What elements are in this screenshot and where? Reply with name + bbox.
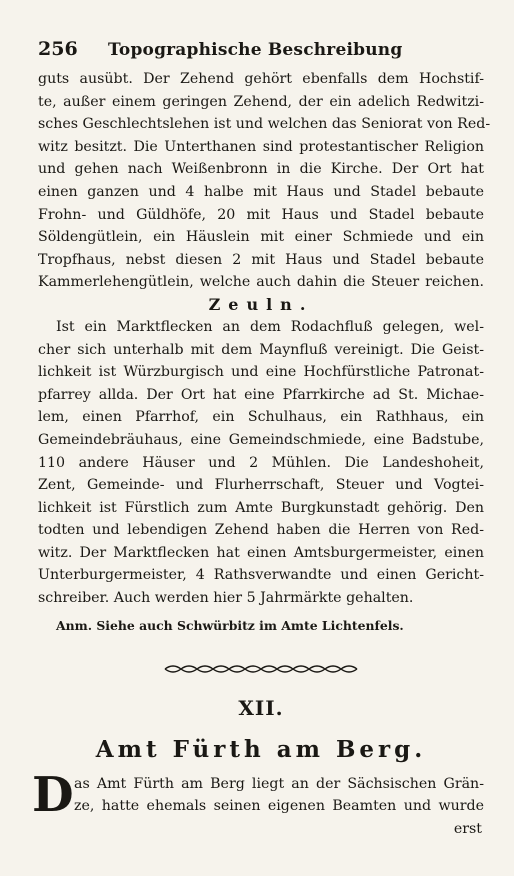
text-line: schreiber. Auch werden hier 5 Jahrmärkte gehalten. (38, 590, 414, 607)
text-line: sches Geschlechtslehen ist und welchen das Seniorat von Red- (38, 116, 491, 133)
text-line: einen ganzen und 4 halbe mit Haus und Stadel bebaute (38, 183, 484, 200)
text-line: witz. Der Marktflecken hat einen Amtsburgermeister, einen (38, 544, 484, 561)
chapter-number: XII. (238, 695, 284, 720)
text-line: Zent, Gemeinde- und Flurherrschaft, Steuer und Vogtei- (38, 477, 484, 494)
page-number: 256 (38, 38, 78, 60)
text-line: Unterburgermeister, 4 Rathsverwandte und einen Gericht- (38, 567, 484, 584)
text-line: Ist ein Marktflecken an dem Rodachfluß gelegen, wel- (56, 318, 484, 335)
running-head: Topographische Beschreibung (108, 40, 403, 60)
chapter-title: Amt Fürth am Berg. (95, 735, 427, 763)
text-line: witz besitzt. Die Unterthanen sind protestantischer Religion (38, 138, 484, 155)
section-title: Zeuln. (208, 294, 314, 314)
text-line: und gehen nach Weißenbronn in die Kirche. Der Ort hat (38, 161, 484, 178)
paragraph-2 (38, 316, 484, 610)
annotation-note: Anm. Siehe auch Schwürbitz im Amte Lichtenfels. (56, 617, 404, 633)
text-line: lem, einen Pfarrhof, ein Schulhaus, ein Rathhaus, ein (38, 409, 484, 426)
catchword: erst (453, 820, 482, 837)
paragraph-1 (38, 68, 491, 294)
text-line: Gemeindebräuhaus, eine Gemeindschmiede, eine Badstube, (38, 431, 484, 448)
text-line: todten und lebendigen Zehend haben die Herren von Red- (38, 522, 484, 539)
page-header (38, 38, 484, 68)
opening-paragraph (32, 766, 484, 823)
text-line: cher sich unterhalb mit dem Maynfluß vereinigt. Die Geist- (38, 341, 484, 358)
text-line: guts ausübt. Der Zehend gehört ebenfalls dem Hochstif- (38, 71, 484, 87)
text-line: Söldengütlein, ein Häuslein mit einer Schmiede und ein (38, 229, 484, 246)
text-line: Tropfhaus, nebst diesen 2 mit Haus und Stadel bebaute (38, 251, 484, 268)
text-line: as Amt Fürth am Berg liegt an der Sächsischen Grän- (74, 775, 484, 792)
text-line: lichkeit ist Würzburgisch und eine Hochfürstliche Patronat- (38, 364, 484, 381)
text-line: ze, hatte ehemals seinen eigenen Beamten und wurde (74, 798, 484, 815)
text-line: lichkeit ist Fürstlich zum Amte Burgkunstadt gehörig. Den (38, 499, 484, 516)
text-line: Frohn- und Güldhöfe, 20 mit Haus und Stadel bebaute (38, 206, 484, 223)
ornament-divider (161, 662, 361, 676)
text-line: 110 andere Häuser und 2 Mühlen. Die Landeshoheit, (38, 454, 484, 471)
text-line: Kammerlehengütlein, welche auch dahin die Steuer reichen. (38, 274, 484, 291)
text-line: pfarrey allda. Der Ort hat eine Pfarrkirche ad St. Michae- (38, 386, 484, 403)
text-line: te, außer einem geringen Zehend, der ein adelich Redwitzi- (38, 93, 484, 110)
drop-cap: D (32, 766, 74, 823)
